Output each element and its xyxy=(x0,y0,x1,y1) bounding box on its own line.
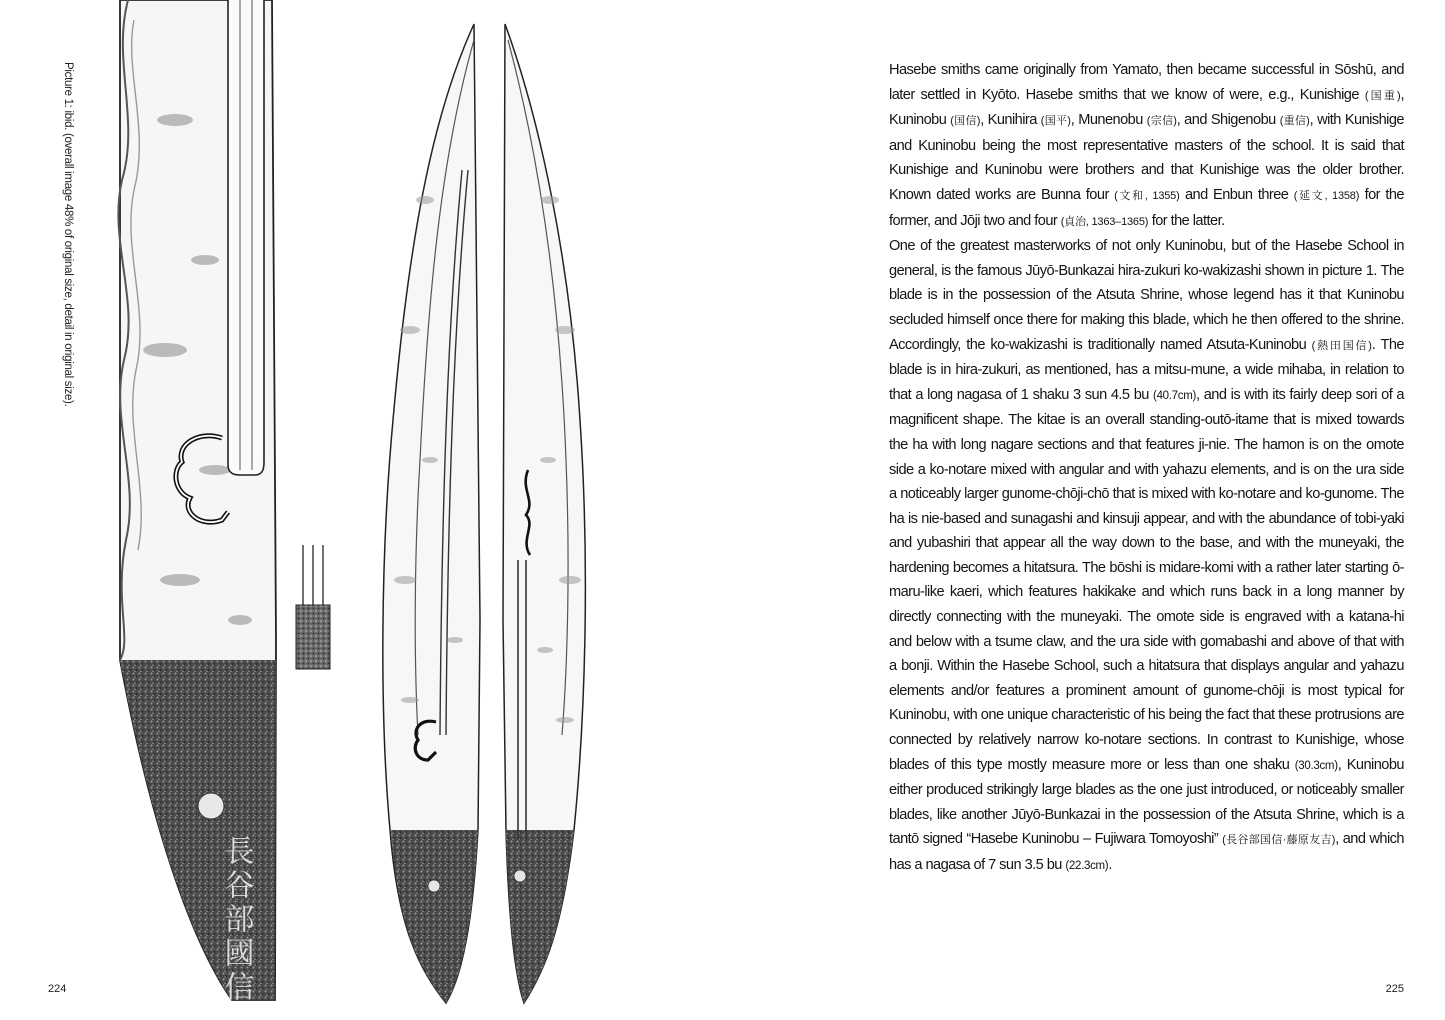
page-number-right: 225 xyxy=(1385,983,1404,995)
article-body xyxy=(889,58,1404,879)
mune-detail xyxy=(296,545,330,669)
tang-inscription: 長谷部國信 xyxy=(218,835,254,1005)
blade-detail xyxy=(118,0,276,1005)
blade-ura xyxy=(503,24,585,1003)
paragraph-2: One of the greatest masterworks of not only Kuninobu, but of the Hasebe School in general, is the famous Jūyō-Bunkazai hira-zukuri ko-wakizashi shown in picture 1. The blade is in the possession of the Atsuta Shrine, whose legend has it that Kuninobu secluded himself once there for making this blade, which he then offered to the shrine. Accordingly, the ko-wakizashi is traditionally named Atsuta-Kuninobu (熱田国信). The blade is in hira-zukuri, as mentioned, has a mitsu-mune, a wide mihaba, in relation to that a long nagasa of 1 shaku 3 sun 4.5 bu (40.7cm), and is with its fairly deep sori of a magnificent shape. The kitae is an overall standing-outō-itame that is mixed towards the ha with long nagare sections and that features ji-nie. The hamon is on the omote side a ko-notare mixed with angular and with yahazu elements, and is on the ura side a noticeably larger gunome-chōji-chō that is mixed with ko-notare and ko-gunome. The ha is nie-based and sunagashi and kinsuji appear, and with the abundance of tobi-yaki and yubashiri that appear all the way down to the base, and with the muneyaki, the hardening becomes a hitatsura. The bōshi is midare-komi with a rather later starting ō-maru-like kaeri, which features hakikake and which runs back in a long manner by directly connecting with the muneyaki. The omote side is engraved with a katana-hi and below with a tsume claw, and the ura side with gomabashi and above of that with a bonji. Within the Hasebe School, such a hitatsura that displays angular and yahazu elements and/or features a prominent amount of gunome-chōji is most typical for Kuninobu, with one unique characteristic of his being the fact that these protrusions are connected by relatively narrow ko-notare sections. In contrast to Kunishige, whose blades of this type mostly measure more or less than one shaku (30.3cm), Kuninobu either produced strikingly large blades as the one just introduced, or noticeably smaller blades, like another Jūyō-Bunkazai in the possession of the Atsuta Shrine, which is a tantō signed “Hasebe Kuninobu – Fujiwara Tomoyoshi” (長谷部国信·藤原友吉), and which has a nagasa of 7 sun 3.5 bu (22.3cm). xyxy=(889,238,1404,873)
blade-illustration xyxy=(0,0,722,1020)
blade-omote xyxy=(383,24,480,1003)
page-number-left: 224 xyxy=(48,983,67,995)
paragraph-1: Hasebe smiths came originally from Yamato, then became successful in Sōshū, and later settled in Kyōto. Hasebe smiths that we know of were, e.g., Kunishige (国重), Kuninobu (国信), Kunihira (国平), Munenobu (宗信), and Shigenobu (重信), with Kunishige and Kuninobu being the most representative masters of the school. It is said that Kunishige and Kuninobu were brothers and that Kunishige was the older brother. Known dated works are Bunna four (文和, 1355) and Enbun three (延文, 1358) for the former, and Jōji two and four (貞治, 1363–1365) for the latter. xyxy=(889,62,1404,229)
right-page xyxy=(722,0,1445,1020)
left-page xyxy=(0,0,722,1020)
figure-caption: Picture 1: ibid. (overall image 48% of original size, detail in original size). xyxy=(62,62,74,407)
